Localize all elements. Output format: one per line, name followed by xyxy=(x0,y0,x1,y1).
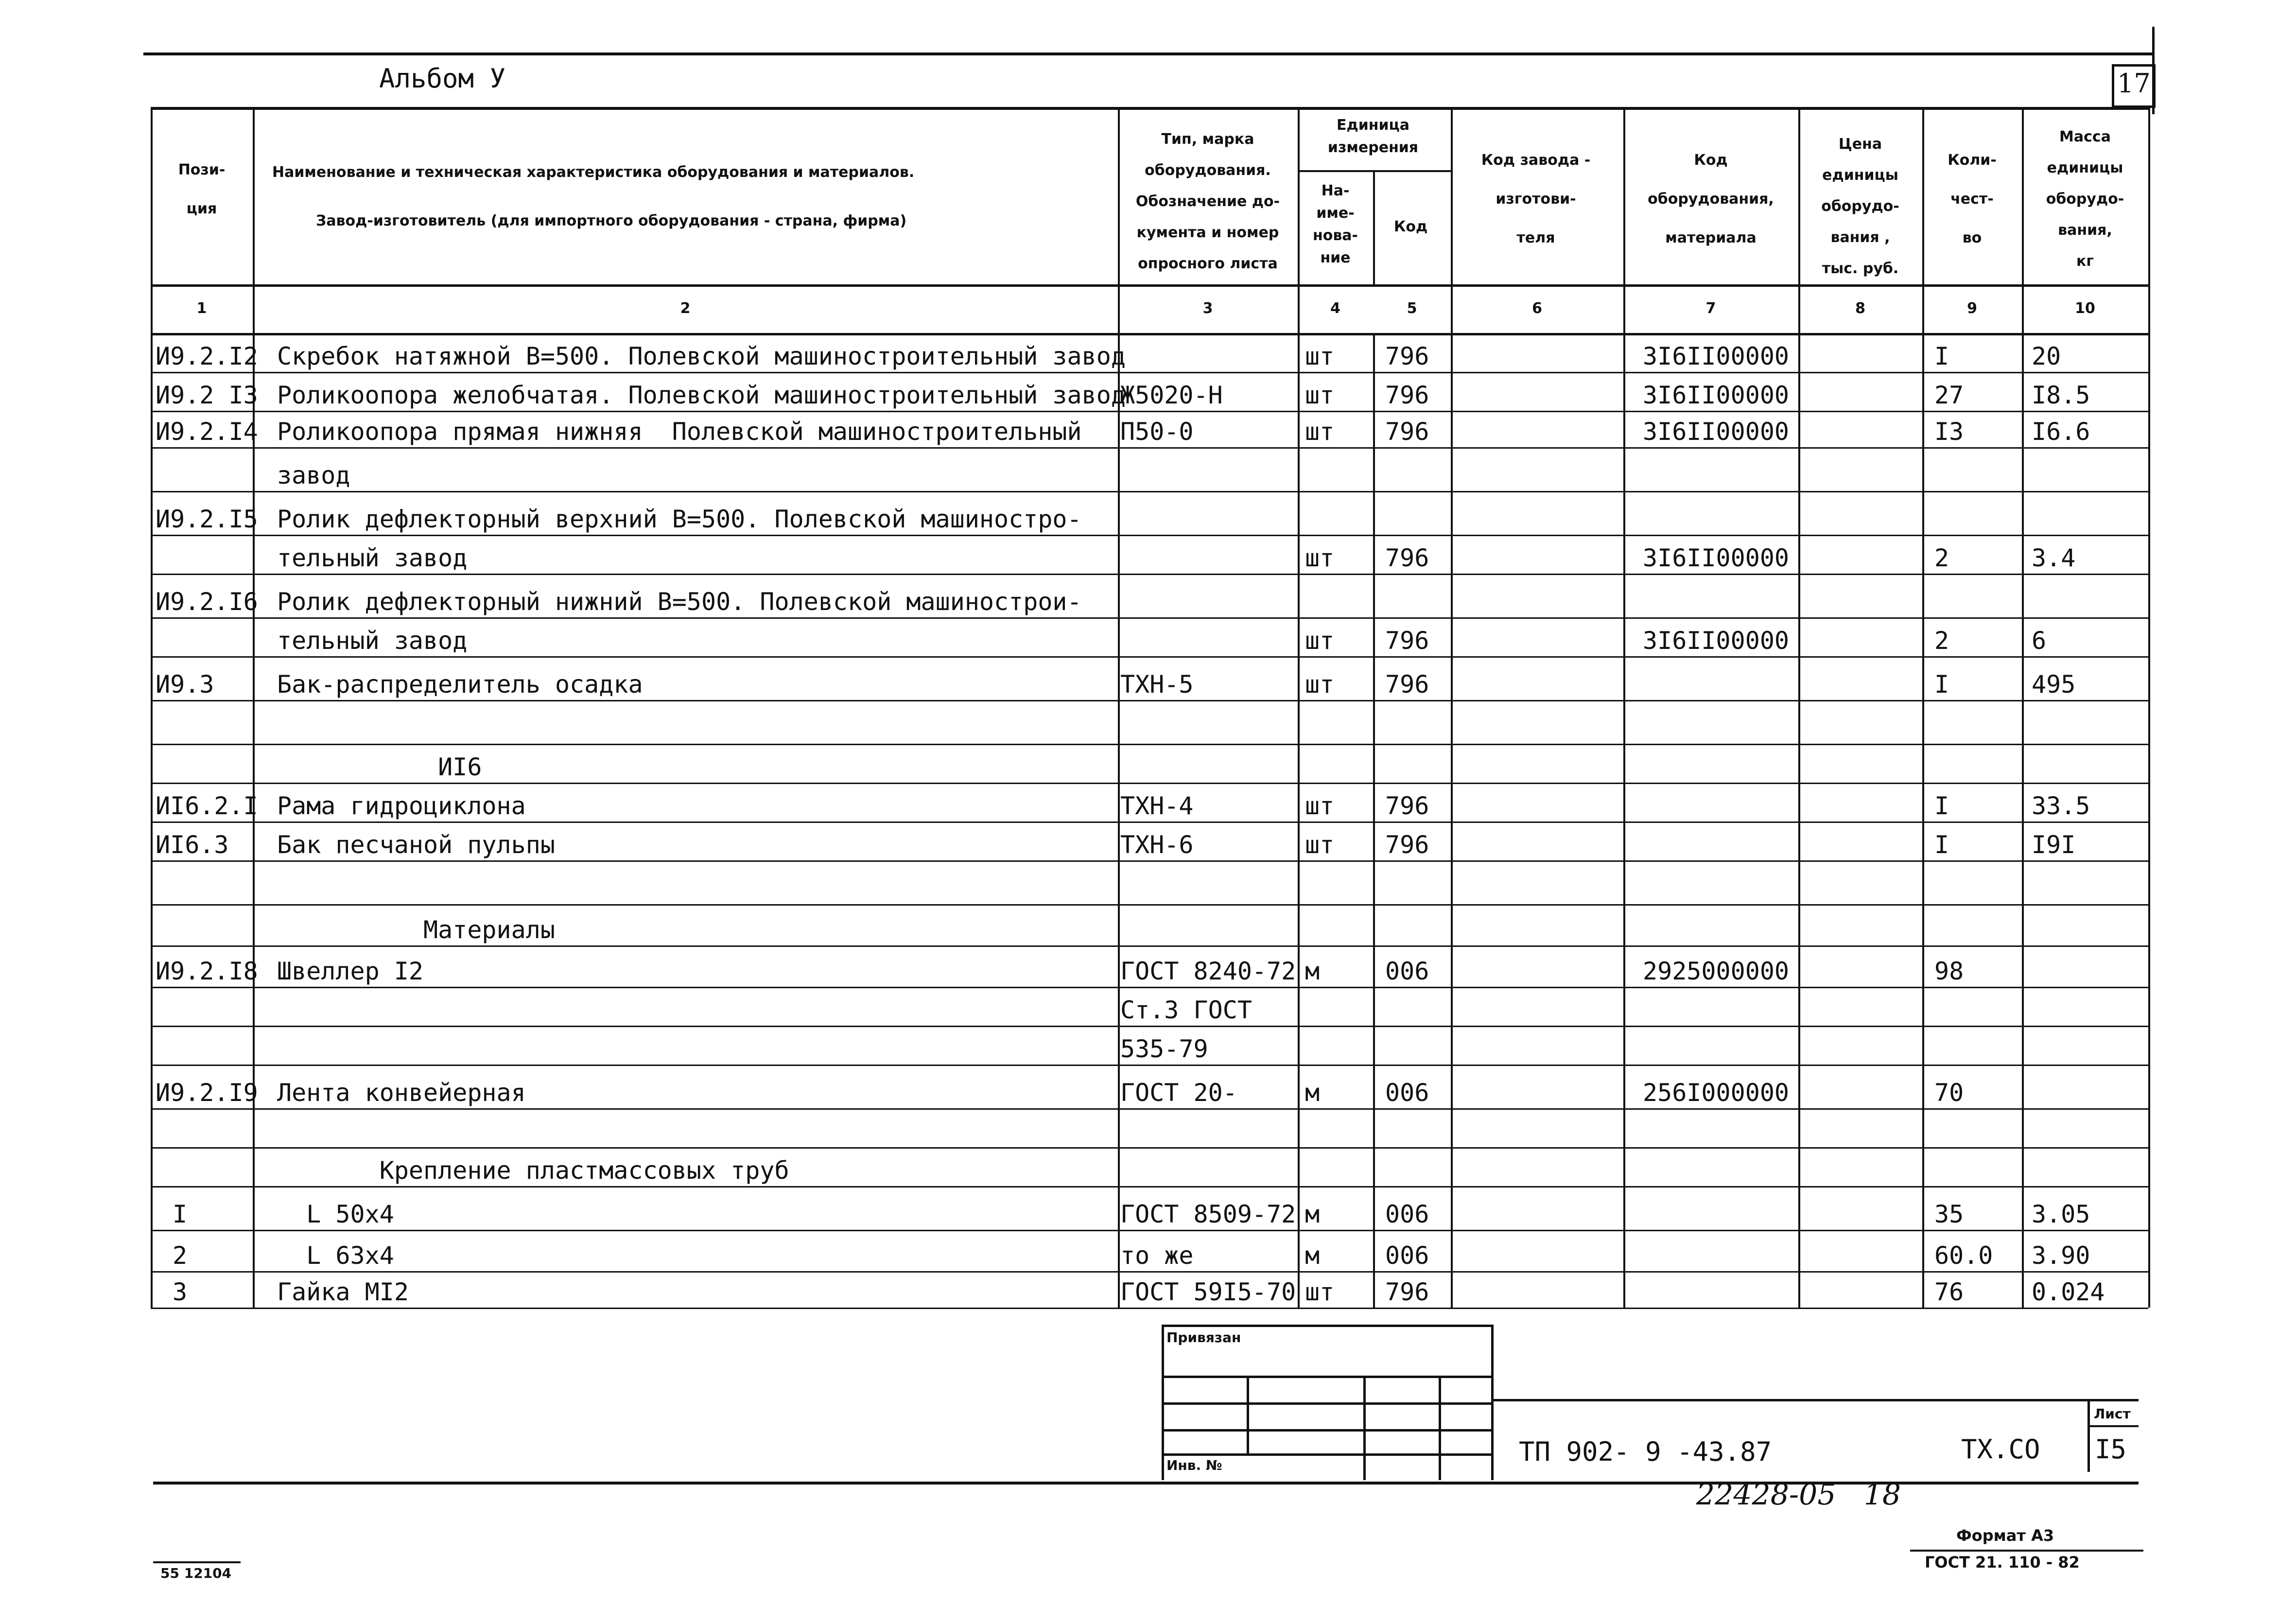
column-number: 1 xyxy=(196,300,207,317)
cell-pos: 3 xyxy=(173,1278,188,1306)
cell-unit: шт xyxy=(1305,627,1335,655)
cell-code: 006 xyxy=(1385,1241,1429,1270)
cell-equip: 3I6II00000 xyxy=(1643,544,1790,572)
cell-mass: 33.5 xyxy=(2032,792,2090,820)
cell-type: Ж5020-Н xyxy=(1120,381,1223,409)
cell-type: П50-0 xyxy=(1120,418,1194,446)
header-col9: Коли- чест- во xyxy=(1948,152,1997,246)
cell-name: Рама гидроциклона xyxy=(277,792,526,820)
cell-code: 796 xyxy=(1385,381,1429,409)
stamp-inv: Инв. № xyxy=(1166,1457,1222,1473)
cell-name: Скребок натяжной В=500. Полевской машиностроительный завод xyxy=(277,342,1126,370)
cell-mass: 3.4 xyxy=(2032,544,2076,572)
cell-mass: 495 xyxy=(2032,670,2076,699)
cell-qty: 35 xyxy=(1934,1200,1964,1228)
cell-unit: шт xyxy=(1305,418,1335,446)
cell-mass: I9I xyxy=(2032,831,2076,859)
cell-qty: I xyxy=(1934,670,1949,699)
cell-pos: ИI6.3 xyxy=(156,831,229,859)
cell-pos: И9.2.I2 xyxy=(156,342,258,370)
cell-mass: 0.024 xyxy=(2032,1278,2105,1306)
header-unit-group: Единица измерения xyxy=(1327,117,1419,156)
cell-type: ГОСТ 8240-72 xyxy=(1120,957,1296,985)
header-col7: Код оборудования, материала xyxy=(1648,152,1774,246)
cell-name: Ролик дефлекторный верхний В=500. Полевской машиностро- xyxy=(277,505,1082,533)
cell-type: ТХН-4 xyxy=(1120,792,1194,820)
header-col5: Код xyxy=(1393,218,1428,235)
stamp-privyazan: Привязан xyxy=(1166,1329,1241,1345)
cell-name: Бак-распределитель осадка xyxy=(277,670,643,699)
cell-unit: шт xyxy=(1305,792,1335,820)
cell-unit: шт xyxy=(1305,670,1335,699)
column-number: 5 xyxy=(1407,300,1417,317)
cell-code: 796 xyxy=(1385,342,1429,370)
cell-code: 796 xyxy=(1385,627,1429,655)
cell-pos: И9.2.I9 xyxy=(156,1079,258,1107)
cell-pos: ИI6.2.I xyxy=(156,792,258,820)
header-col4: На- име- нова- ние xyxy=(1312,182,1358,266)
header-col6: Код завода - изготови- теля xyxy=(1481,152,1591,246)
handwritten-number: 22428-05 18 xyxy=(1696,1478,1901,1512)
cell-type: ТХН-5 xyxy=(1120,670,1194,699)
cell-unit: шт xyxy=(1305,381,1335,409)
column-number: 4 xyxy=(1330,300,1340,317)
cell-name: Лента конвейерная xyxy=(277,1079,526,1107)
cell-code: 796 xyxy=(1385,1278,1429,1306)
cell-pos: И9.2.I6 xyxy=(156,588,258,616)
cell-code: 796 xyxy=(1385,670,1429,699)
cell-code: 796 xyxy=(1385,418,1429,446)
cell-name: тельный завод xyxy=(277,544,468,572)
cell-pos: И9.3 xyxy=(156,670,214,699)
cell-pos: 2 xyxy=(173,1241,188,1270)
cell-equip: 3I6II00000 xyxy=(1643,342,1790,370)
cell-unit: м xyxy=(1305,1079,1320,1107)
cell-pos: И9.2.I8 xyxy=(156,957,258,985)
cell-code: 006 xyxy=(1385,1079,1429,1107)
cell-type: ГОСТ 59I5-70 xyxy=(1120,1278,1296,1306)
cell-type: Ст.3 ГОСТ xyxy=(1120,996,1252,1024)
cell-qty: I xyxy=(1934,792,1949,820)
cell-code: 796 xyxy=(1385,831,1429,859)
cell-unit: м xyxy=(1305,1200,1320,1228)
header-col10: Масса единицы оборудо- вания, кг xyxy=(2046,128,2124,270)
cell-equip: 3I6II00000 xyxy=(1643,418,1790,446)
cell-qty: 70 xyxy=(1934,1079,1964,1107)
cell-type: 535-79 xyxy=(1120,1035,1208,1063)
cell-name: Ролик дефлекторный нижний В=500. Полевской машинострои- xyxy=(277,588,1082,616)
header-col1: Пози- ция xyxy=(178,161,226,217)
cell-qty: 98 xyxy=(1934,957,1964,985)
cell-unit: м xyxy=(1305,957,1320,985)
cell-name: Крепление пластмассовых труб xyxy=(277,1156,789,1185)
cell-type: то же xyxy=(1120,1241,1194,1270)
cell-name: Гайка МI2 xyxy=(277,1278,409,1306)
cell-pos: И9.2.I4 xyxy=(156,418,258,446)
doc-mark: ТХ.СО xyxy=(1961,1434,2040,1465)
sheet-label: Лист xyxy=(2094,1406,2131,1422)
cell-name: Швеллер I2 xyxy=(277,957,424,985)
cell-code: 796 xyxy=(1385,544,1429,572)
cell-type: ГОСТ 8509-72 xyxy=(1120,1200,1296,1228)
cell-mass: 20 xyxy=(2032,342,2061,370)
cell-name: Материалы xyxy=(277,916,555,944)
cell-qty: I xyxy=(1934,831,1949,859)
cell-equip: 256I000000 xyxy=(1643,1079,1790,1107)
cell-name: L 63x4 xyxy=(277,1241,394,1270)
cell-name: L 50x4 xyxy=(277,1200,394,1228)
cell-type: ТХН-6 xyxy=(1120,831,1194,859)
sheet-number: I5 xyxy=(2095,1434,2127,1465)
cell-mass: 6 xyxy=(2032,627,2047,655)
cell-type: ГОСТ 20- xyxy=(1120,1079,1237,1107)
album-title: Альбом У xyxy=(379,63,506,94)
gost-label: ГОСТ 21. 110 - 82 xyxy=(1925,1553,2080,1572)
corner-sheet-number: 17 xyxy=(2117,68,2151,99)
cell-mass: 3.90 xyxy=(2032,1241,2090,1270)
cell-qty: 76 xyxy=(1934,1278,1964,1306)
column-number: 3 xyxy=(1202,300,1213,317)
column-number: 6 xyxy=(1532,300,1542,317)
cell-pos: И9.2.I5 xyxy=(156,505,258,533)
cell-name: тельный завод xyxy=(277,627,468,655)
column-number: 9 xyxy=(1967,300,1977,317)
cell-name: Роликоопора желобчатая. Полевской машиностроительный завод xyxy=(277,381,1126,409)
cell-name: Роликоопора прямая нижняя Полевской машиностроительный xyxy=(277,418,1082,446)
cell-equip: 3I6II00000 xyxy=(1643,627,1790,655)
cell-name: завод xyxy=(277,461,350,489)
header-col8: Цена единицы оборудо- вания , тыс. руб. xyxy=(1821,136,1899,277)
cell-pos: I xyxy=(173,1200,188,1228)
cell-code: 796 xyxy=(1385,792,1429,820)
doc-code: ТП 902- 9 -43.87 xyxy=(1519,1436,1772,1467)
column-number: 10 xyxy=(2075,300,2095,317)
cell-unit: шт xyxy=(1305,1278,1335,1306)
cell-unit: м xyxy=(1305,1241,1320,1270)
column-number: 2 xyxy=(680,300,691,317)
cell-name: Бак песчаной пульпы xyxy=(277,831,555,859)
cell-name: ИI6 xyxy=(277,753,482,781)
format-label: Формат А3 xyxy=(1956,1526,2054,1545)
cell-equip: 3I6II00000 xyxy=(1643,381,1790,409)
cell-mass: 3.05 xyxy=(2032,1200,2090,1228)
cell-equip: 2925000000 xyxy=(1643,957,1790,985)
cell-code: 006 xyxy=(1385,957,1429,985)
column-number: 7 xyxy=(1705,300,1716,317)
cell-qty: 2 xyxy=(1934,544,1949,572)
cell-mass: I6.6 xyxy=(2032,418,2090,446)
cell-unit: шт xyxy=(1305,342,1335,370)
bottom-left-code: 55 12104 xyxy=(160,1565,232,1581)
cell-qty: I3 xyxy=(1934,418,1964,446)
cell-code: 006 xyxy=(1385,1200,1429,1228)
cell-qty: 60.0 xyxy=(1934,1241,1993,1270)
header-col3: Тип, марка оборудования. Обозначение до- кумента и номер опросного листа xyxy=(1135,131,1280,272)
cell-mass: I8.5 xyxy=(2032,381,2090,409)
cell-qty: 2 xyxy=(1934,627,1949,655)
column-number: 8 xyxy=(1855,300,1865,317)
cell-unit: шт xyxy=(1305,831,1335,859)
header-col2: Наименование и техническая характеристика оборудования и материалов. Завод-изготовитель (для импортного оборудования - страна, фирма) xyxy=(272,164,915,229)
cell-pos: И9.2 I3 xyxy=(156,381,258,409)
cell-qty: 27 xyxy=(1934,381,1964,409)
cell-unit: шт xyxy=(1305,544,1335,572)
cell-qty: I xyxy=(1934,342,1949,370)
